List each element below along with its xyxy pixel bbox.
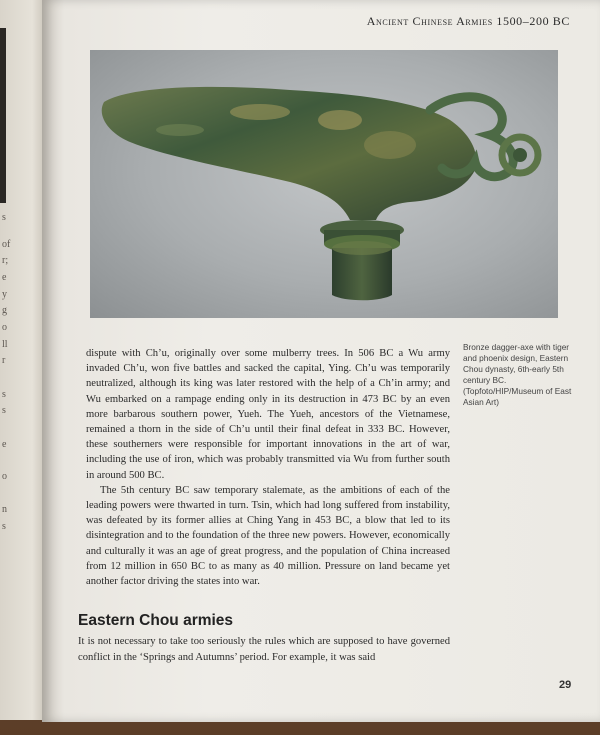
paragraph: The 5th century BC saw temporary stalemate, as the ambitions of each of the leading powers were thwarted in turn. Tsin, which had long suffered from instability, was defeated by its former allies at Ching Yang in 453 BC, a blow that led to its disintegration and to the foundation of the three new powers. However, economically and culturally it was an age of great progress, and the population of China increased from 12 million in 650 BC to as many as 40 million. Pressure on land became yet another factor driving the states into war. <box>86 484 450 588</box>
dagger-axe-photo <box>90 50 558 318</box>
facing-text-fragment: s <box>2 521 6 532</box>
facing-text-fragment: e <box>2 439 7 450</box>
dagger-axe-illustration <box>90 50 558 318</box>
facing-page-image-edge <box>0 28 6 203</box>
facing-text-fragment: e <box>2 272 7 283</box>
facing-text-fragment: of <box>2 239 11 250</box>
running-head: Ancient Chinese Armies 1500–200 BC <box>366 14 570 28</box>
photo-caption <box>463 342 573 408</box>
paragraph: dispute with Ch’u, originally over some mulberry trees. In 506 BC a Wu army invaded Ch’u, won five battles and sacked the capital, Ying. Ch’u was temporarily neutralized, although its king was later restored with the help of a Ch’in army; and Wu embarked on a rampage ending only in its destruction in 473 BC by an even more barbarous southern power, Yueh. The Yueh, ancestors of the Vietnamese, remained a thorn in the side of Ch’u until their final defeat in 333 BC. However, these southerners were responsible for important innovations in the art of war, including the use of iron, which was probably transmitted via Wu from further south in around 500 BC. <box>86 348 450 481</box>
facing-text-fragment: s <box>2 389 6 400</box>
caption-text: Bronze dagger-axe with tiger and phoenix design, Eastern Chou dynasty, 6th-early 5th century BC. (Topfoto/HIP/Museum of East Asian Art) <box>463 342 572 407</box>
page-number: 29 <box>559 679 572 691</box>
section-body <box>78 634 450 665</box>
facing-text-fragment: n <box>2 504 7 515</box>
facing-text-fragment: ll <box>2 339 8 350</box>
body-text <box>86 346 450 589</box>
facing-text-fragment: s <box>2 212 6 223</box>
facing-text-fragment: y <box>2 289 7 300</box>
facing-page-edge <box>0 0 46 720</box>
section-heading: Eastern Chou armies <box>78 612 234 629</box>
facing-text-fragment: s <box>2 405 6 416</box>
facing-text-fragment: g <box>2 305 7 316</box>
paragraph: It is not necessary to take too seriously the rules which are supposed to have governed conflict in the ‘Springs and Autumns’ period. For example, it was said <box>78 636 450 663</box>
facing-text-fragment: r; <box>2 255 9 266</box>
facing-text-fragment: o <box>2 322 7 333</box>
facing-text-fragment: o <box>2 471 7 482</box>
facing-text-fragment: r <box>2 355 6 366</box>
